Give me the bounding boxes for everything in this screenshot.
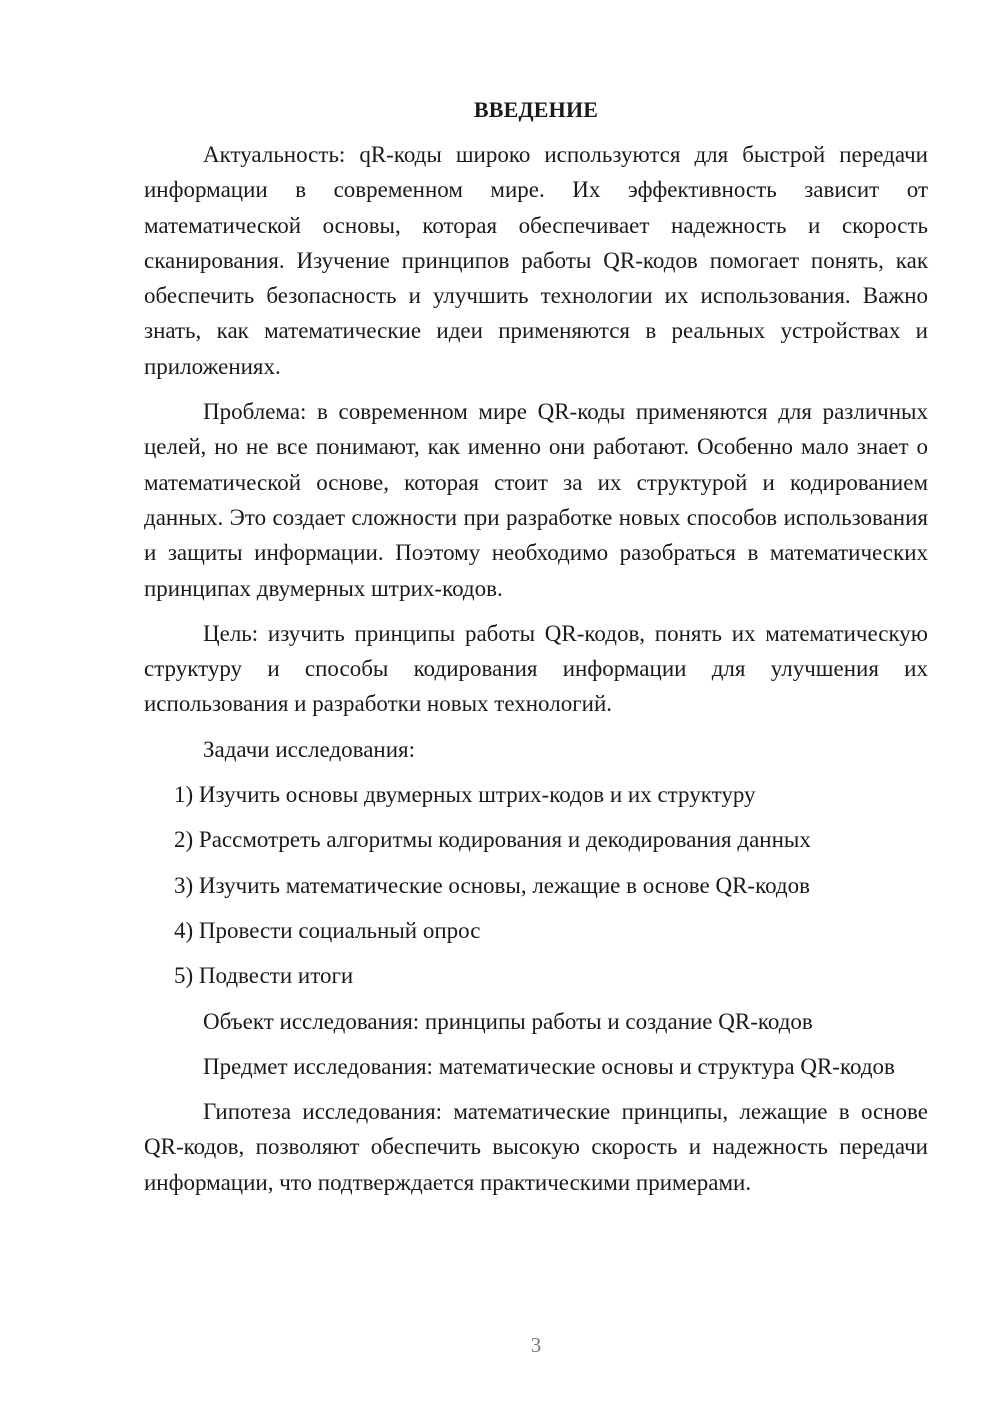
hypothesis-paragraph: Гипотеза исследования: математические принципы, лежащие в основе QR-кодов, позволяют обеспечить высокую скорость и надежность передачи информации, что подтверждается практическими примерами.	[144, 1099, 928, 1195]
task-item-3: 3) Изучить математические основы, лежащие в основе QR-кодов	[174, 872, 810, 898]
subject-paragraph: Предмет исследования: математические основы и структура QR-кодов	[203, 1053, 895, 1079]
problem-paragraph: Проблема: в современном мире QR-коды применяются для различных целей, но не все понимают, как именно они работают. Особенно мало знает о математической основе, которая стоит за их структурой и кодированием данных. Это создает сложности при разработке новых способов использования и защиты информации. Поэтому необходимо разобраться в математических принципах двумерных штрих-кодов.	[144, 399, 928, 601]
goal-paragraph: Цель: изучить принципы работы QR-кодов, понять их математическую структуру и способы кодирования информации для улучшения их использования и разработки новых технологий.	[144, 620, 928, 717]
section-title: ВВЕДЕНИЕ	[473, 97, 599, 122]
tasks-heading: Задачи исследования:	[203, 736, 416, 762]
task-item-2: 2) Рассмотреть алгоритмы кодирования и декодирования данных	[174, 827, 811, 853]
tasks-list	[144, 777, 928, 993]
page-number: 3	[530, 1333, 542, 1357]
task-item-1: 1) Изучить основы двумерных штрих-кодов и их структуру	[174, 782, 756, 808]
task-item-5: 5) Подвести итоги	[174, 963, 354, 989]
page-content	[144, 92, 928, 1210]
object-paragraph: Объект исследования: принципы работы и создание QR-кодов	[203, 1008, 813, 1034]
relevance-paragraph: Актуальность: qR-коды широко используются для быстрой передачи информации в современном мире. Их эффективность зависит от математической основы, которая обеспечивает надежность и скорость сканирования. Изучение принципов работы QR-кодов помогает понять, как обеспечить безопасность и улучшить технологии их использования. Важно знать, как математические идеи применяются в реальных устройствах и приложениях.	[144, 142, 928, 379]
task-item-4: 4) Провести социальный опрос	[174, 917, 481, 943]
